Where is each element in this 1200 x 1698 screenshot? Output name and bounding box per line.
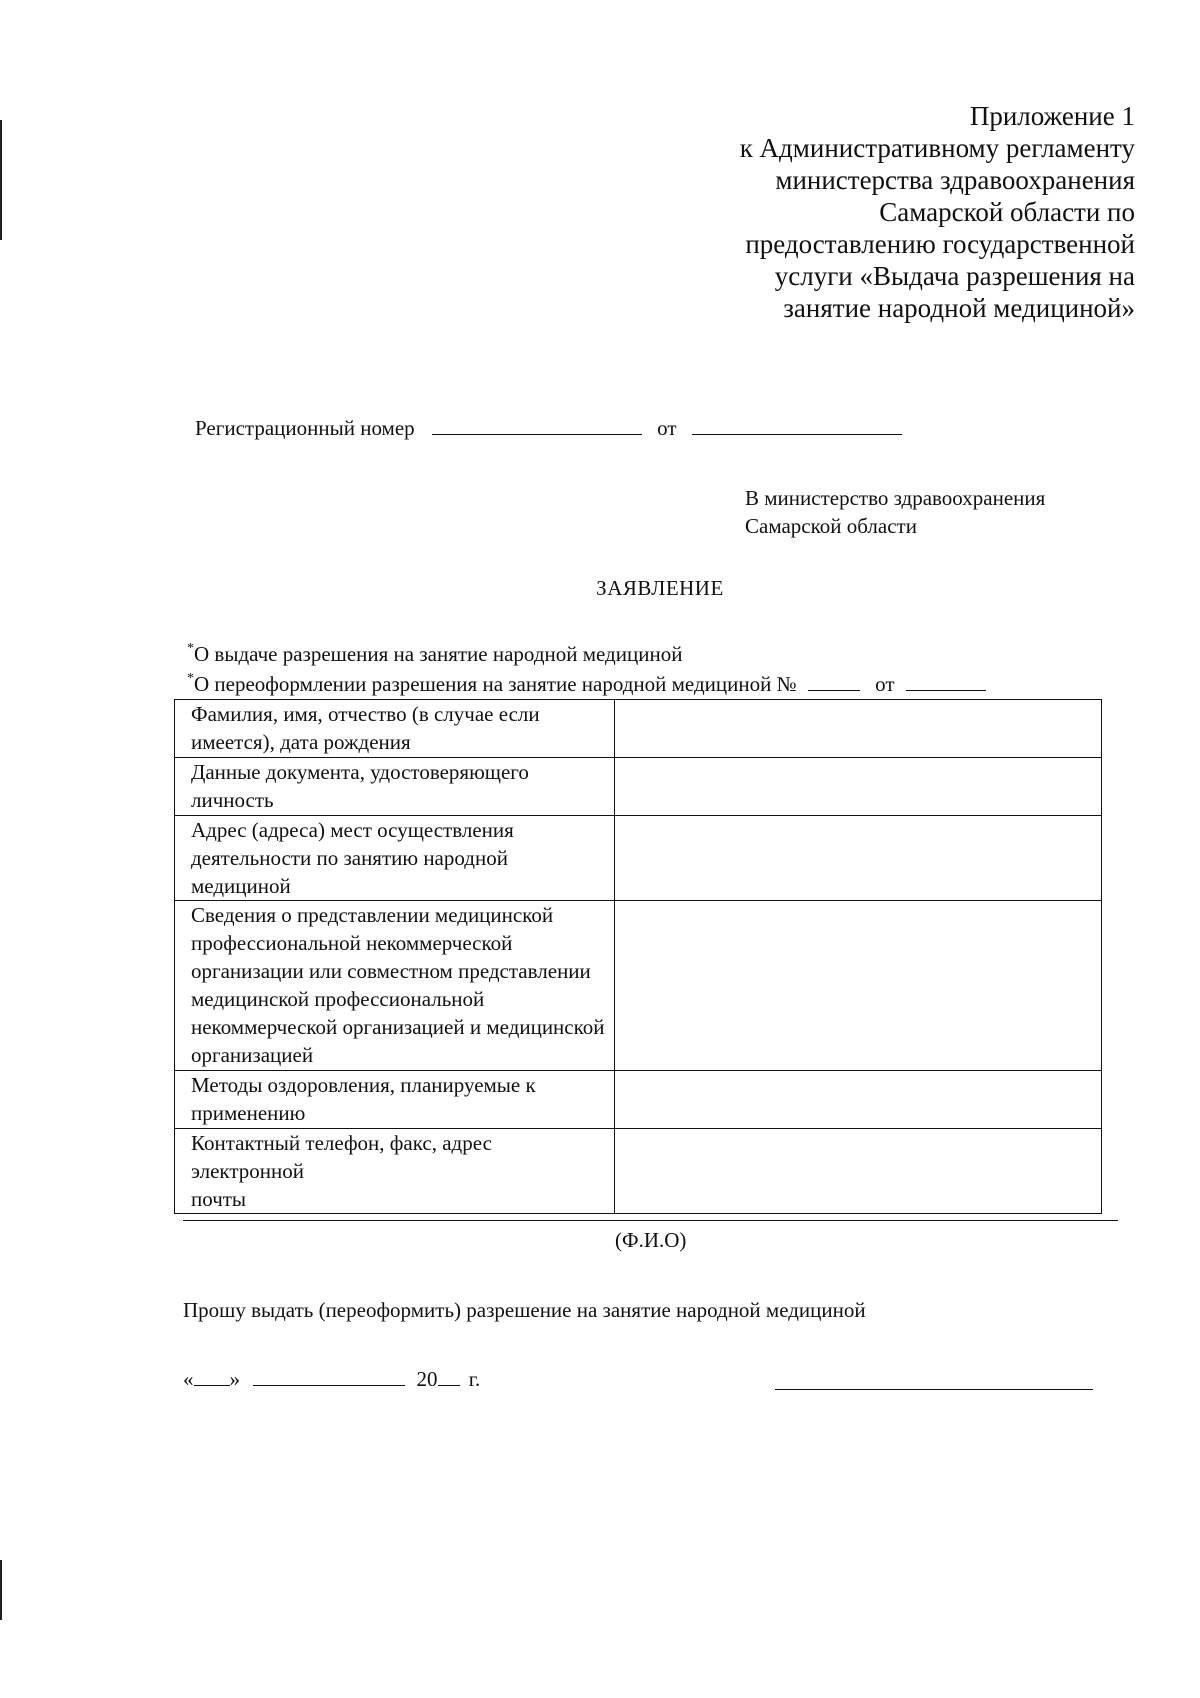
registration-from-label: от [657, 416, 677, 440]
option-reissue[interactable] [187, 672, 986, 697]
table-row [175, 1071, 1102, 1129]
option-reissue-from-label: от [875, 672, 895, 696]
appendix-line: услуги «Выдача разрешения на [774, 261, 1135, 291]
application-table [174, 699, 1102, 1214]
row-label [175, 1129, 615, 1214]
label-line: личность [191, 788, 274, 812]
scan-edge-mark [0, 120, 2, 240]
option-issue[interactable] [187, 642, 682, 667]
permit-number-field[interactable] [808, 674, 860, 691]
option-marker: * [187, 641, 194, 656]
label-line: почты [191, 1187, 247, 1211]
row-label [175, 758, 615, 816]
label-line: Контактный телефон, факс, адрес электронной [191, 1131, 492, 1183]
registration-number-field[interactable] [432, 414, 642, 435]
option-reissue-label: О переоформлении разрешения на занятие народной медициной № [194, 672, 797, 696]
date-open-quote: « [183, 1367, 194, 1391]
fio-caption: (Ф.И.О) [615, 1228, 687, 1252]
request-text: Прошу выдать (переоформить) разрешение на занятие народной медициной [183, 1298, 866, 1322]
label-line: профессиональной некоммерческой [191, 931, 513, 955]
year-prefix: 20 [416, 1367, 438, 1391]
appendix-line: Самарской области по [879, 197, 1135, 227]
row-label [175, 816, 615, 901]
row-label [175, 700, 615, 758]
row-value-field[interactable] [615, 901, 1102, 1071]
row-label [175, 901, 615, 1071]
table-row [175, 758, 1102, 816]
table-row [175, 901, 1102, 1071]
permit-date-field[interactable] [906, 674, 986, 691]
month-field[interactable] [253, 1369, 405, 1386]
day-field[interactable] [194, 1369, 230, 1386]
table-row [175, 816, 1102, 901]
option-marker: * [187, 671, 194, 686]
row-label [175, 1071, 615, 1129]
label-line: применению [191, 1101, 306, 1125]
recipient-block [745, 484, 1045, 540]
registration-line [195, 414, 902, 441]
table-row [175, 700, 1102, 758]
label-line: Сведения о представлении медицинской [191, 903, 554, 927]
recipient-line: В министерство здравоохранения [745, 486, 1046, 510]
document-title: ЗАЯВЛЕНИЕ [596, 576, 724, 600]
fio-field[interactable] [183, 1220, 1118, 1221]
table-row [175, 1129, 1102, 1214]
row-value-field[interactable] [615, 700, 1102, 758]
scan-edge-mark [0, 1560, 2, 1620]
label-line: организации или совместном представлении [191, 959, 591, 983]
label-line: некоммерческой организацией и медицинской [191, 1015, 605, 1039]
label-line: организацией [191, 1043, 314, 1067]
appendix-line: Приложение 1 [969, 101, 1135, 131]
row-value-field[interactable] [615, 1071, 1102, 1129]
year-suffix: г. [468, 1367, 481, 1391]
date-close-quote: » [229, 1367, 240, 1391]
label-line: медицинской профессиональной [191, 987, 485, 1011]
appendix-line: к Административному регламенту [739, 133, 1135, 163]
option-issue-label: О выдаче разрешения на занятие народной медициной [194, 642, 683, 666]
label-line: имеется), дата рождения [191, 730, 411, 754]
row-value-field[interactable] [615, 816, 1102, 901]
appendix-line: занятие народной медициной» [783, 293, 1135, 323]
year-field[interactable] [438, 1369, 460, 1386]
date-line [183, 1367, 480, 1392]
registration-label: Регистрационный номер [195, 416, 415, 440]
label-line: Данные документа, удостоверяющего [191, 760, 529, 784]
recipient-line: Самарской области [745, 514, 917, 538]
label-line: Адрес (адреса) мест осуществления [191, 818, 514, 842]
label-line: Методы оздоровления, планируемые к [191, 1073, 536, 1097]
row-value-field[interactable] [615, 1129, 1102, 1214]
appendix-line: министерства здравоохранения [775, 165, 1135, 195]
label-line: деятельности по занятию народной медициной [191, 846, 508, 898]
appendix-header [575, 100, 1135, 324]
registration-date-field[interactable] [692, 414, 902, 435]
row-value-field[interactable] [615, 758, 1102, 816]
signature-field[interactable] [775, 1389, 1093, 1390]
appendix-line: предоставлению государственной [745, 229, 1135, 259]
label-line: Фамилия, имя, отчество (в случае если [191, 702, 540, 726]
